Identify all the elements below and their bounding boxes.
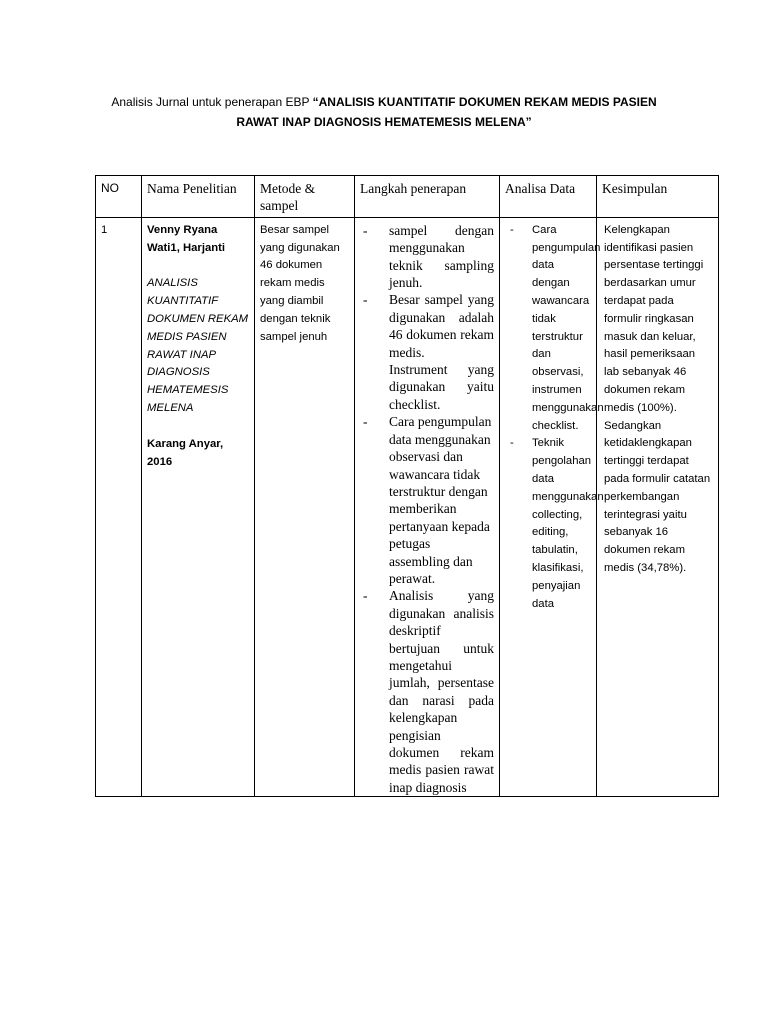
study-title: ANALISIS KUANTITATIF DOKUMEN REKAM MEDIS PASIEN RAWAT INAP DIAGNOSIS HEMATEMESIS MELENA [147, 277, 249, 414]
step-text: Analisis yang digunakan analisis deskriptif bertujuan untuk mengetahui jumlah, persentase dan narasi pada kelengkapan pengisian dokumen rekam medis pasien rawat inap diagnosis [389, 588, 494, 795]
title-line-2: RAWAT INAP DIAGNOSIS HEMATEMESIS MELENA” [236, 115, 532, 129]
step-text: sampel dengan menggunakan teknik sampling jenuh. [389, 222, 494, 291]
header-no: NO [96, 176, 142, 218]
steps-list [360, 222, 494, 796]
title-line-1 [60, 92, 708, 112]
list-item [360, 291, 494, 413]
header-langkah-penerapan: Langkah penerapan [355, 176, 500, 218]
table-row [96, 217, 719, 796]
header-nama-penelitian: Nama Penelitian [142, 176, 255, 218]
step-text: Instrument yang digunakan yaitu checklist. [389, 362, 494, 412]
cell-metode-sampel: Besar sampel yang digunakan 46 dokumen rekam medis yang diambil dengan teknik sampel jenuh [255, 217, 355, 796]
cell-no: 1 [96, 217, 142, 796]
table-header-row [96, 176, 719, 218]
study-authors: Venny Ryana Wati1, Harjanti [147, 223, 226, 254]
analysis-text: Teknik pengolahan data menggunakan collecting, editing, tabulatin, klasifikasi, penyajian data [532, 437, 604, 610]
list-item [360, 413, 494, 587]
title-main-line-1: “ANALISIS KUANTITATIF DOKUMEN REKAM MEDIS PASIEN [312, 95, 657, 109]
cell-nama-penelitian [142, 217, 255, 796]
list-item [505, 222, 604, 436]
title-prefix: Analisis Jurnal untuk penerapan EBP [111, 95, 313, 109]
header-analisa-data: Analisa Data [500, 176, 597, 218]
step-text: - Besar sampel yang digunakan adalah 46 dokumen rekam medis. [389, 292, 494, 360]
analysis-text: Cara pengumpulan data dengan wawancara tidak terstruktur dan observasi, instrumen menggunakan checklist. [532, 223, 604, 432]
list-item [505, 435, 604, 613]
document-title [60, 92, 708, 132]
analysis-table [95, 175, 719, 797]
cell-kesimpulan: Kelengkapan identifikasi pasien persentase tertinggi berdasarkan umur terdapat pada formulir ringkasan masuk dan keluar, hasil pemeriksaan lab sebanyak 46 dokumen rekam medis (100%). Sedangkan ketidaklengkapan tertinggi terdapat pada formulir catatan perkembangan terintegrasi yaitu sebanyak 16 dokumen rekam medis (34,78%). [597, 217, 719, 796]
header-kesimpulan: Kesimpulan [597, 176, 719, 218]
step-text: Cara pengumpulan data menggunakan observasi dan wawancara tidak terstruktur dengan memberikan pertanyaan kepada petugas assembling dan perawat. [389, 414, 492, 586]
cell-langkah-penerapan [355, 217, 500, 796]
study-location-year: Karang Anyar, 2016 [147, 437, 224, 468]
list-item [360, 222, 494, 292]
cell-analisa-data [500, 217, 604, 796]
analysis-list [505, 222, 604, 614]
list-item [360, 587, 494, 796]
header-metode-sampel: Metode & sampel [255, 176, 355, 218]
